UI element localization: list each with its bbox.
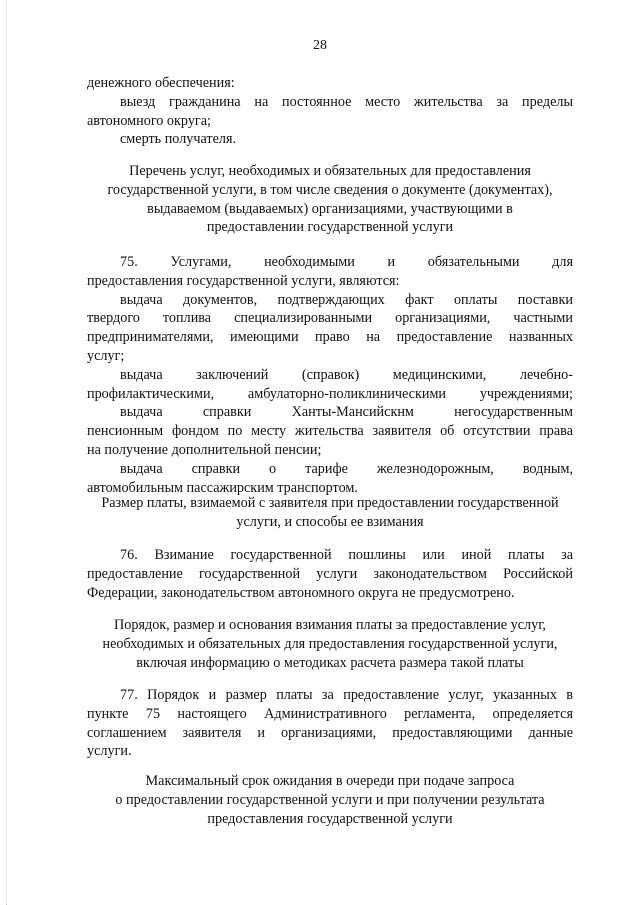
page-number: 28 <box>313 38 327 53</box>
text-line: Федерации, законодательством автономного округа не предусмотрено. <box>87 584 515 601</box>
text-line: предоставление государственной услуги законодательством Российской <box>87 565 573 582</box>
text-line: автомобильным пассажирским транспортом. <box>87 479 358 496</box>
heading-line: Максимальный срок ожидания в очереди при подаче запроса <box>145 773 515 789</box>
section-heading-fee-size <box>87 494 573 532</box>
section-heading-queue-time <box>87 772 573 828</box>
text-line: 77. Порядок и размер платы за предоставление услуг, указанных в <box>120 687 573 703</box>
heading-line: Порядок, размер и основания взимания платы за предоставление услуг, <box>114 617 546 633</box>
paragraph-76 <box>87 546 573 602</box>
text-line: 75. Услугами, необходимыми и обязательными для <box>120 254 573 270</box>
paragraph-benefit-termination <box>87 74 573 149</box>
heading-line: необходимых и обязательных для предоставления государственной услуги, <box>102 635 558 652</box>
text-line: предпринимателями, имеющими право на предоставление названных <box>87 329 573 346</box>
heading-line: предоставлении государственной услуги <box>206 219 454 236</box>
text-line: предоставления государственной услуги, являются: <box>87 272 400 289</box>
text-line: выдача справки о тарифе железнодорожным, водным, <box>120 460 573 477</box>
section-heading-fee-procedure <box>87 616 573 672</box>
text-line: выезд гражданина на постоянное место жительства за пределы <box>120 93 573 110</box>
text-line: услуги. <box>87 743 132 760</box>
text-line: твердого топлива специализированными организациями, частными <box>87 310 573 327</box>
heading-line: о предоставлении государственной услуги и при получении результата <box>115 791 545 808</box>
text-line: 76. Взимание государственной пошлины или иной платы за <box>120 547 573 563</box>
text-line: пенсионным фондом по месту жительства заявителя об отсутствии права <box>87 423 573 440</box>
text-line: выдача документов, подтверждающих факт оплаты поставки <box>120 291 573 308</box>
text-line: смерть получателя. <box>120 131 237 148</box>
heading-line: услуги, и способы ее взимания <box>236 513 424 530</box>
text-line: выдача справки Ханты-Мансийскнм негосударственным <box>120 404 573 421</box>
section-heading-services-list <box>87 162 573 237</box>
paragraph-77 <box>87 686 573 761</box>
heading-line: предоставления государственной услуги <box>207 810 453 827</box>
text-line: услуг; <box>87 347 125 364</box>
text-line: выдача заключений (справок) медицинскими, лечебно- <box>120 366 573 383</box>
text-line: профилактическими, амбулаторно-поликлиническими учреждениями; <box>87 385 573 402</box>
text-line: соглашением заявителя и организациями, предоставляющими данные <box>87 724 573 741</box>
heading-line: Перечень услуг, необходимых и обязательных для предоставления <box>129 163 531 179</box>
text-line: денежного обеспечения: <box>87 75 235 91</box>
scan-edge-dots <box>6 0 8 905</box>
paragraph-75 <box>87 253 573 497</box>
heading-line: включая информацию о методиках расчета размера такой платы <box>136 654 524 671</box>
text-line: пункте 75 настоящего Административного регламента, определяется <box>87 705 573 722</box>
heading-line: выдаваемом (выдаваемых) организациями, участвующими в <box>147 200 513 217</box>
heading-line: Размер платы, взимаемой с заявителя при предоставлении государственной <box>101 495 559 511</box>
text-line: на получение дополнительной пенсии; <box>87 441 322 458</box>
heading-line: государственной услуги, в том числе сведения о документе (документах), <box>107 181 553 198</box>
text-line: автономного округа; <box>87 112 211 129</box>
